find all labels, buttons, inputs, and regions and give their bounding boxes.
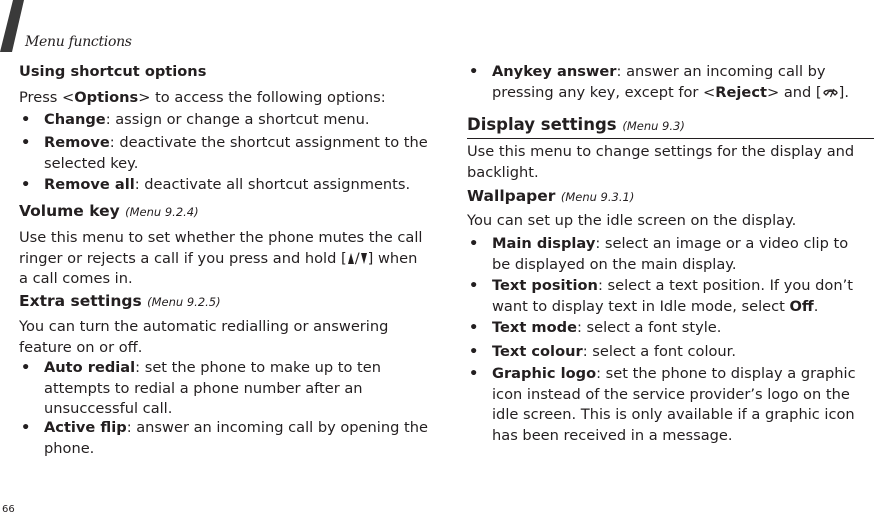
wallpaper-menu-ref: (Menu 9.3.1)	[560, 190, 635, 204]
list-item-auto-redial: • Auto redial: set the phone to make up to ten attempts to redial a phone number after an unsuccessful call.	[19, 358, 429, 420]
list-item-remove: • Remove: deactivate the shortcut assignment to the selected key.	[19, 133, 439, 174]
list-item-active-flip: • Active flip: answer an incoming call by opening the phone.	[19, 418, 439, 459]
list-item-remove-all: • Remove all: deactivate all shortcut assignments.	[19, 175, 454, 196]
shortcut-heading: Using shortcut options	[19, 63, 207, 80]
wallpaper-text: You can set up the idle screen on the display.	[467, 212, 797, 229]
section-divider	[467, 138, 874, 139]
extra-menu-ref: (Menu 9.2.5)	[147, 295, 221, 309]
display-settings-text: Use this menu to change settings for the display and backlight.	[467, 143, 855, 181]
display-settings-heading: Display settings (Menu 9.3)	[467, 115, 685, 134]
volume-menu-ref: (Menu 9.2.4)	[125, 205, 199, 219]
page-number: 66	[2, 504, 15, 515]
extra-settings-text: You can turn the automatic redialling or answering feature on or off.	[19, 318, 389, 356]
list-item-text-colour: • Text colour: select a font colour.	[467, 342, 736, 363]
volume-down-key-icon	[360, 252, 368, 265]
list-item-text-mode: • Text mode: select a font style.	[467, 318, 721, 339]
reject-key-label: Reject	[715, 83, 767, 101]
extra-settings-heading: Extra settings (Menu 9.2.5)	[19, 292, 221, 310]
volume-key-heading: Volume key (Menu 9.2.4)	[19, 202, 199, 220]
list-item-anykey-answer: • Anykey answer: answer an incoming call by pressing any key, except for <Reject> and [ ].	[467, 62, 874, 103]
shortcut-intro: Press <Options> to access the following options:	[19, 89, 386, 106]
page-header-title: Menu functions	[25, 34, 132, 50]
end-call-key-icon	[822, 86, 839, 99]
volume-key-text: Use this menu to set whether the phone mutes the call ringer or rejects a call if you press and hold [ / ] when a call comes in.	[19, 229, 423, 287]
list-item-text-position: • Text position: select a text position. If you don’t want to display text in Idle mode, select Off.	[467, 276, 874, 317]
options-key-label: Options	[74, 89, 139, 106]
list-item-change: • Change: assign or change a shortcut menu.	[19, 110, 439, 131]
list-item-main-display: • Main display: select an image or a video clip to be displayed on the main display.	[467, 234, 867, 275]
display-menu-ref: (Menu 9.3)	[622, 119, 685, 133]
wallpaper-heading: Wallpaper (Menu 9.3.1)	[467, 187, 635, 205]
list-item-graphic-logo: • Graphic logo: set the phone to display a graphic icon instead of the service provider’s logo on the idle screen. This is only available if a graphic icon has been received in a message.	[467, 364, 874, 446]
volume-up-key-icon	[347, 252, 355, 265]
header-slash-bar	[0, 0, 24, 52]
